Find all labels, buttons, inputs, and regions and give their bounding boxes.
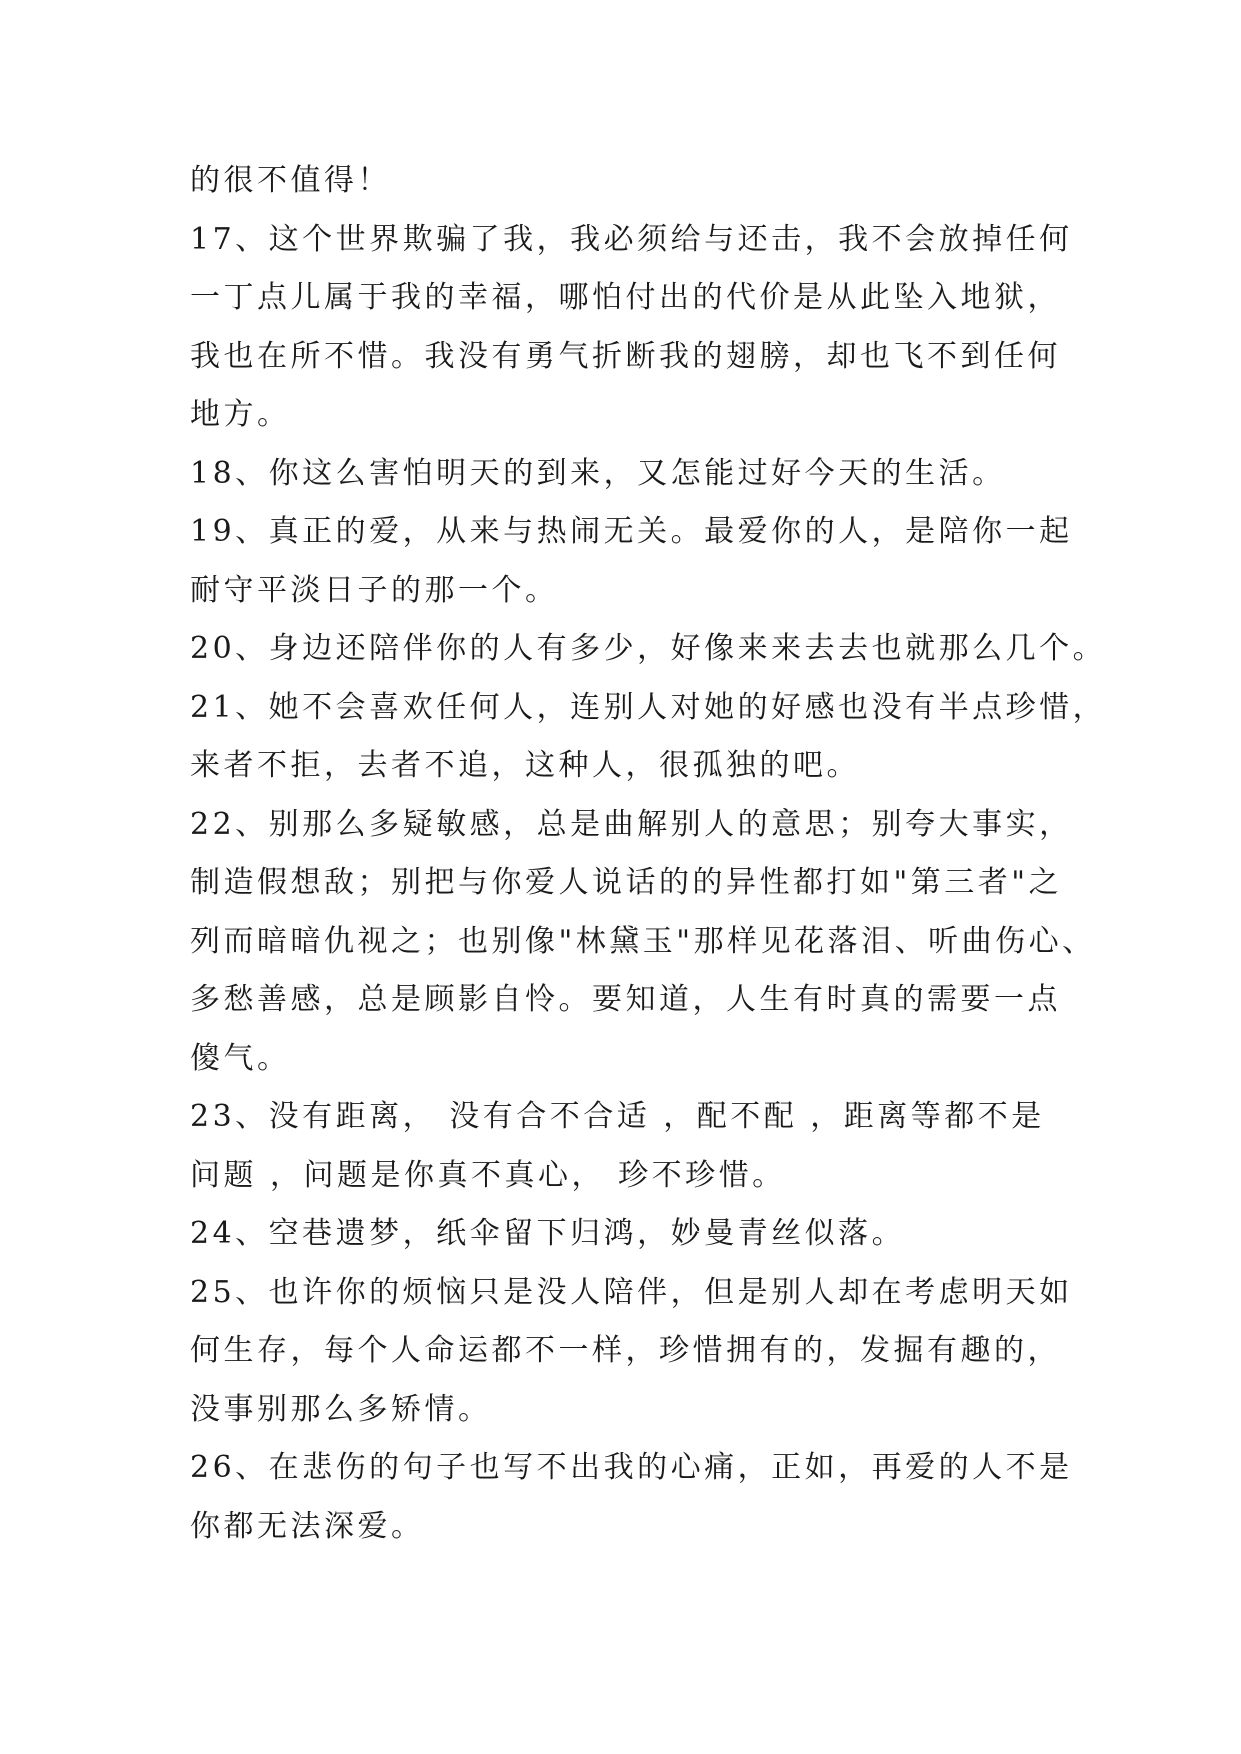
text-line: 19、真正的爱，从来与热闹无关。最爱你的人，是陪你一起 — [190, 514, 1073, 549]
document-body — [190, 152, 1107, 1556]
text-line: 来者不拒，去者不追，这种人，很孤独的吧。 — [190, 748, 860, 783]
text-line: 傻气。 — [190, 1040, 291, 1076]
text-line: 制造假想敌；别把与你爱人说话的的异性都打如"第三者"之 — [190, 865, 1063, 900]
text-line: 23、没有距离， 没有合不合适 ，配不配 ，距离等都不是 — [190, 1099, 1045, 1134]
text-line: 20、身边还陪伴你的人有多少，好像来来去去也就那么几个。 — [190, 631, 1107, 666]
text-line: 21、她不会喜欢任何人，连别人对她的好感也没有半点珍惜， — [190, 689, 1107, 725]
text-line: 列而暗暗仇视之；也别像"林黛玉"那样见花落泪、听曲伤心、 — [190, 923, 1096, 959]
text-line: 25、也许你的烦恼只是没人陪伴，但是别人却在考虑明天如 — [190, 1274, 1073, 1310]
text-line: 24、空巷遗梦，纸伞留下归鸿，妙曼青丝似落。 — [190, 1216, 906, 1251]
text-line: 17、这个世界欺骗了我，我必须给与还击，我不会放掉任何 — [190, 221, 1073, 257]
text-line: 22、别那么多疑敏感，总是曲解别人的意思；别夸大事实， — [190, 806, 1073, 842]
text-line: 没事别那么多矫情。 — [190, 1391, 492, 1427]
text-line: 何生存，每个人命运都不一样，珍惜拥有的，发掘有趣的， — [190, 1333, 1061, 1368]
text-line: 26、在悲伤的句子也写不出我的心痛，正如，再爱的人不是 — [190, 1450, 1073, 1485]
text-line: 一丁点儿属于我的幸福，哪怕付出的代价是从此坠入地狱， — [190, 280, 1061, 315]
text-line: 的很不值得！ — [190, 163, 391, 198]
text-line: 耐守平淡日子的那一个。 — [190, 572, 559, 608]
text-line: 问题 ，问题是你真不真心， 珍不珍惜。 — [190, 1157, 786, 1193]
text-line: 我也在所不惜。我没有勇气折断我的翅膀，却也飞不到任何 — [190, 338, 1061, 374]
text-line: 你都无法深爱。 — [190, 1508, 425, 1544]
text-line: 18、你这么害怕明天的到来，又怎能过好今天的生活。 — [190, 455, 1006, 491]
text-line: 地方。 — [190, 397, 291, 432]
text-line: 多愁善感，总是顾影自怜。要知道，人生有时真的需要一点 — [190, 982, 1061, 1017]
